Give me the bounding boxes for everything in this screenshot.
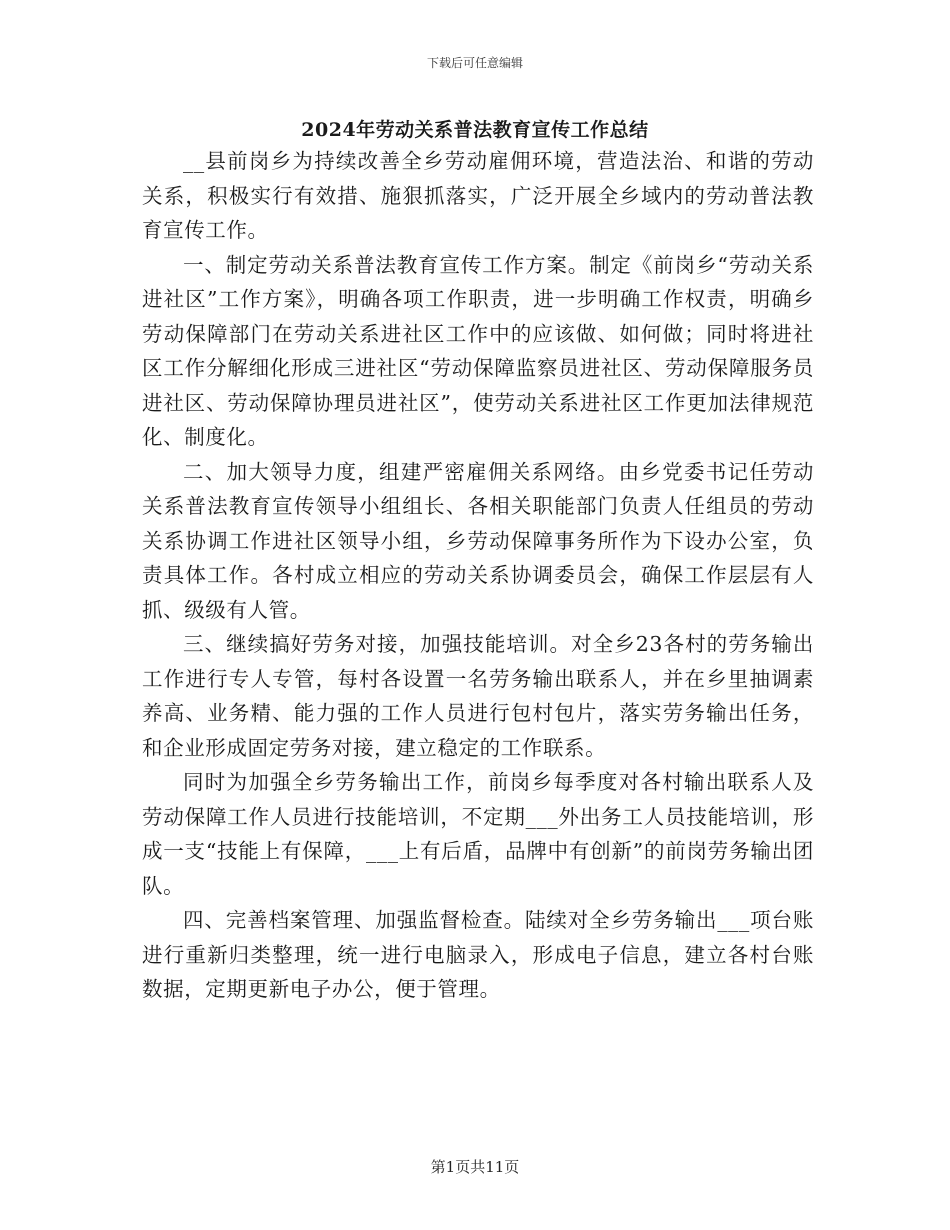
document-body bbox=[142, 144, 814, 1007]
paragraph-section-4: 四、完善档案管理、加强监督检查。陆续对全乡劳务输出___项台账进行重新归类整理，统一进行电脑录入，形成电子信息，建立各村台账数据，定期更新电子办公，便于管理。 bbox=[142, 908, 814, 1001]
header-note: 下载后可任意编辑 bbox=[426, 56, 523, 70]
document-title: 2024年劳动关系普法教育宣传工作总结 bbox=[301, 119, 649, 141]
paragraph-intro: __县前岗乡为持续改善全乡劳动雇佣环境，营造法治、和谐的劳动关系，积极实行有效措、施狠抓落实，广泛开展全乡域内的劳动普法教育宣传工作。 bbox=[142, 149, 814, 242]
paragraph-section-3-continued: 同时为加强全乡劳务输出工作，前岗乡每季度对各村输出联系人及劳动保障工作人员进行技能培训，不定期___外出务工人员技能培训，形成一支“技能上有保障，___上有后盾，品牌中有创新”的前岗劳务输出团队。 bbox=[142, 770, 814, 898]
page-number: 第1页共11页 bbox=[430, 1158, 520, 1176]
paragraph-section-1: 一、制定劳动关系普法教育宣传工作方案。制定《前岗乡“劳动关系进社区”工作方案》，明确各项工作职责，进一步明确工作权责，明确乡劳动保障部门在劳动关系进社区工作中的应该做、如何做；同时将进社区工作分解细化形成三进社区“劳动保障监察员进社区、劳动保障服务员进社区、劳动保障协理员进社区”，使劳动关系进社区工作更加法律规范化、制度化。 bbox=[142, 252, 814, 449]
paragraph-section-3: 三、继续搞好劳务对接，加强技能培训。对全乡23各村的劳务输出工作进行专人专管，每村各设置一名劳务输出联系人，并在乡里抽调素养高、业务精、能力强的工作人员进行包村包片，落实劳务输出任务，和企业形成固定劳务对接，建立稳定的工作联系。 bbox=[142, 632, 814, 760]
paragraph-section-2: 二、加大领导力度，组建严密雇佣关系网络。由乡党委书记任劳动关系普法教育宣传领导小组组长、各相关职能部门负责人任组员的劳动关系协调工作进社区领导小组，乡劳动保障事务所作为下设办公室，负责具体工作。各村成立相应的劳动关系协调委员会，确保工作层层有人抓、级级有人管。 bbox=[142, 459, 814, 622]
